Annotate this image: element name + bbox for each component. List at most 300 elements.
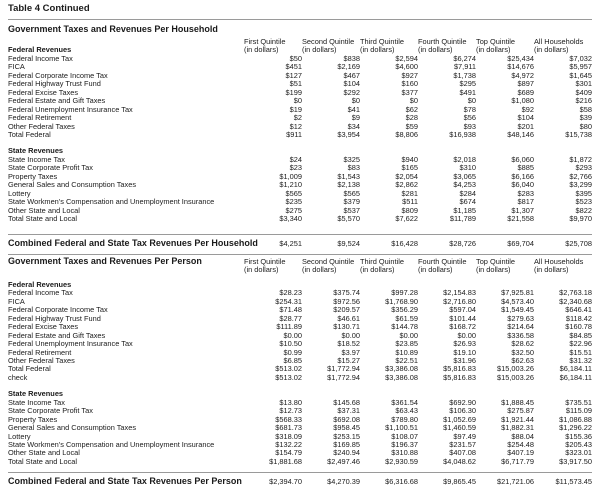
person-column-unit-row xyxy=(8,266,592,274)
divider-person-combined xyxy=(8,472,592,473)
value-cell: $407.19 xyxy=(507,448,534,458)
value-cell: $108.07 xyxy=(391,431,418,441)
value-cell: $565 xyxy=(343,188,360,198)
value-cell: $275 xyxy=(285,205,302,215)
table-row xyxy=(8,215,592,223)
row-label: Federal Unemployment Insurance Tax xyxy=(8,104,133,114)
row-label: Federal Income Tax xyxy=(8,288,73,298)
value-cell: $7,911 xyxy=(453,62,476,72)
value-cell: $1,543 xyxy=(337,171,360,181)
value-cell: $16,428 xyxy=(391,238,418,248)
value-cell: $216 xyxy=(575,96,592,106)
divider-top xyxy=(8,19,592,20)
value-cell: $28.23 xyxy=(279,288,302,298)
value-cell: $15,003.26 xyxy=(497,364,534,374)
value-cell: $28,726 xyxy=(449,238,476,248)
table-row xyxy=(8,458,592,466)
value-cell: $201 xyxy=(517,121,534,131)
value-cell: $692.90 xyxy=(449,397,476,407)
value-cell: $1,645 xyxy=(569,70,592,80)
value-cell: $377 xyxy=(401,87,418,97)
value-cell: $409 xyxy=(575,87,592,97)
value-cell: $3,917.50 xyxy=(559,456,592,466)
value-cell: $63.43 xyxy=(395,406,418,416)
value-cell: $2,169 xyxy=(337,62,360,72)
column-header-cell: First Quintile xyxy=(244,37,286,46)
value-cell: $132.22 xyxy=(275,440,302,450)
value-cell: $46.61 xyxy=(337,313,360,323)
value-cell: $160 xyxy=(401,79,418,89)
column-header-cell: Fourth Quintile xyxy=(418,37,467,46)
value-cell: $104 xyxy=(517,113,534,123)
value-cell: $34 xyxy=(347,121,360,131)
value-cell: $293 xyxy=(575,163,592,173)
value-cell: $80 xyxy=(579,121,592,131)
value-cell: $50 xyxy=(289,53,302,63)
row-label: State Income Tax xyxy=(8,154,65,164)
value-cell: $3,340 xyxy=(279,214,302,224)
table-row xyxy=(8,131,592,139)
person-combined-label: Combined Federal and State Tax Revenues Per Person xyxy=(8,476,242,487)
value-cell: $491 xyxy=(459,87,476,97)
value-cell: $318.09 xyxy=(275,431,302,441)
value-cell: $69,704 xyxy=(507,238,534,248)
row-label: State Corporate Profit Tax xyxy=(8,163,93,173)
row-label: Total State and Local xyxy=(8,214,78,224)
value-cell: $323.01 xyxy=(565,448,592,458)
column-header-cell: (in dollars) xyxy=(360,265,395,275)
value-cell: $2,054 xyxy=(395,171,418,181)
value-cell: $48,146 xyxy=(507,129,534,139)
value-cell: $1,185 xyxy=(453,205,476,215)
value-cell: $25,434 xyxy=(507,53,534,63)
value-cell: $1,772.94 xyxy=(327,364,360,374)
value-cell: $822 xyxy=(575,205,592,215)
value-cell: $165 xyxy=(401,163,418,173)
value-cell: $83 xyxy=(347,163,360,173)
household-state-rows xyxy=(8,156,592,224)
column-header-cell: Fourth Quintile xyxy=(418,256,467,266)
person-state-rows xyxy=(8,399,592,467)
value-cell: $692.08 xyxy=(333,414,360,424)
value-cell: $16,938 xyxy=(449,129,476,139)
value-cell: $21,721.06 xyxy=(497,477,534,487)
row-label: Property Taxes xyxy=(8,171,58,181)
row-label: Other State and Local xyxy=(8,448,80,458)
value-cell: $5,570 xyxy=(337,214,360,224)
value-cell: $838 xyxy=(343,53,360,63)
value-cell: $9,865.45 xyxy=(443,477,476,487)
row-label: Other Federal Taxes xyxy=(8,121,75,131)
value-cell: $12 xyxy=(289,121,302,131)
value-cell: $2,340.68 xyxy=(559,296,592,306)
column-header-cell: All Households xyxy=(534,37,584,46)
column-header-cell: (in dollars) xyxy=(418,265,453,275)
value-cell: $537 xyxy=(343,205,360,215)
value-cell: $97.49 xyxy=(453,431,476,441)
row-label: Federal Excise Taxes xyxy=(8,322,79,332)
value-cell: $14,676 xyxy=(507,62,534,72)
value-cell: $23 xyxy=(289,163,302,173)
value-cell: $254.31 xyxy=(275,296,302,306)
value-cell: $154.79 xyxy=(275,448,302,458)
column-header-cell: (in dollars) xyxy=(302,265,337,275)
row-label: Total Federal xyxy=(8,364,51,374)
value-cell: $5,816.83 xyxy=(443,364,476,374)
row-label: State Workmen's Compensation and Unemployment Insurance xyxy=(8,197,215,207)
value-cell: $28.77 xyxy=(279,313,302,323)
value-cell: $467 xyxy=(343,70,360,80)
value-cell: $292 xyxy=(343,87,360,97)
value-cell: $5,957 xyxy=(569,62,592,72)
value-cell: $379 xyxy=(343,197,360,207)
row-label: Other Federal Taxes xyxy=(8,355,75,365)
value-cell: $681.73 xyxy=(275,423,302,433)
value-cell: $2,862 xyxy=(395,180,418,190)
value-cell: $10.50 xyxy=(279,339,302,349)
value-cell: $809 xyxy=(401,205,418,215)
row-label: State Income Tax xyxy=(8,397,65,407)
value-cell: $168.72 xyxy=(449,322,476,332)
value-cell: $646.41 xyxy=(565,305,592,315)
value-cell: $155.36 xyxy=(565,431,592,441)
value-cell: $205.43 xyxy=(565,440,592,450)
person-state-revenues-label: State Revenues xyxy=(8,389,64,399)
value-cell: $3,386.08 xyxy=(385,372,418,382)
value-cell: $37.31 xyxy=(337,406,360,416)
value-cell: $2,497.46 xyxy=(327,456,360,466)
row-label: Federal Estate and Gift Taxes xyxy=(8,96,106,106)
value-cell: $0 xyxy=(351,96,360,106)
value-cell: $375.74 xyxy=(333,288,360,298)
value-cell: $3,065 xyxy=(453,171,476,181)
person-section-heading: Government Taxes and Revenues Per Person xyxy=(8,255,202,266)
value-cell: $1,307 xyxy=(511,205,534,215)
value-cell: $104 xyxy=(343,79,360,89)
row-label: Federal Unemployment Insurance Tax xyxy=(8,339,133,349)
value-cell: $23.85 xyxy=(395,339,418,349)
value-cell: $911 xyxy=(286,129,302,139)
value-cell: $1,460.59 xyxy=(443,423,476,433)
value-cell: $9 xyxy=(351,113,360,123)
household-federal-rows xyxy=(8,55,592,140)
value-cell: $336.58 xyxy=(507,330,534,340)
value-cell: $3,386.08 xyxy=(385,364,418,374)
value-cell: $62.63 xyxy=(511,355,534,365)
value-cell: $689 xyxy=(517,87,534,97)
value-cell: $1,009 xyxy=(279,171,302,181)
value-cell: $789.80 xyxy=(391,414,418,424)
value-cell: $9,970 xyxy=(569,214,592,224)
value-cell: $31.32 xyxy=(569,355,592,365)
value-cell: $0 xyxy=(409,96,418,106)
value-cell: $9,524 xyxy=(337,238,360,248)
value-cell: $11,789 xyxy=(449,214,476,224)
row-label: General Sales and Consumption Taxes xyxy=(8,180,137,190)
column-header-cell: (in dollars) xyxy=(244,45,279,55)
value-cell: $4,270.39 xyxy=(327,477,360,487)
value-cell: $4,253 xyxy=(453,180,476,190)
value-cell: $31.96 xyxy=(453,355,476,365)
value-cell: $4,048.62 xyxy=(443,456,476,466)
value-cell: $130.71 xyxy=(333,322,360,332)
value-cell: $19.10 xyxy=(453,347,476,357)
value-cell: $0 xyxy=(293,96,302,106)
table-row xyxy=(8,374,592,382)
value-cell: $407.08 xyxy=(449,448,476,458)
value-cell: $281 xyxy=(401,188,418,198)
value-cell: $118.42 xyxy=(565,313,592,323)
value-cell: $1,882.31 xyxy=(501,423,534,433)
value-cell: $254.48 xyxy=(507,440,534,450)
value-cell: $240.94 xyxy=(333,448,360,458)
row-label: Other State and Local xyxy=(8,205,80,215)
value-cell: $7,925.81 xyxy=(501,288,534,298)
value-cell: $1,872 xyxy=(569,154,592,164)
column-header-cell: Top Quintile xyxy=(476,37,516,46)
value-cell: $897 xyxy=(517,79,534,89)
value-cell: $22.96 xyxy=(569,339,592,349)
value-cell: $972.56 xyxy=(333,296,360,306)
value-cell: $6,274 xyxy=(453,53,476,63)
value-cell: $940 xyxy=(401,154,418,164)
value-cell: $12.73 xyxy=(279,406,302,416)
row-label: FICA xyxy=(8,62,25,72)
value-cell: $145.68 xyxy=(333,397,360,407)
value-cell: $18.52 xyxy=(337,339,360,349)
value-cell: $11,573.45 xyxy=(555,477,592,487)
value-cell: $3,954 xyxy=(337,129,360,139)
value-cell: $2,930.59 xyxy=(385,456,418,466)
row-label: Total State and Local xyxy=(8,456,78,466)
value-cell: $56 xyxy=(463,113,476,123)
value-cell: $93 xyxy=(463,121,476,131)
value-cell: $275.87 xyxy=(507,406,534,416)
value-cell: $997.28 xyxy=(391,288,418,298)
value-cell: $451 xyxy=(285,62,302,72)
value-cell: $6,316.68 xyxy=(385,477,418,487)
household-federal-revenues-label: Federal Revenues xyxy=(8,45,72,55)
row-label: Federal Corporate Income Tax xyxy=(8,305,108,315)
row-label: General Sales and Consumption Taxes xyxy=(8,423,137,433)
divider-person-section xyxy=(8,254,592,255)
value-cell: $231.57 xyxy=(449,440,476,450)
value-cell: $106.30 xyxy=(449,406,476,416)
value-cell: $1,100.51 xyxy=(385,423,418,433)
value-cell: $92 xyxy=(521,104,534,114)
row-label: Lottery xyxy=(8,188,31,198)
column-header-cell: (in dollars) xyxy=(534,45,569,55)
value-cell: $127 xyxy=(285,70,302,80)
value-cell: $1,921.44 xyxy=(501,414,534,424)
value-cell: $2,394.70 xyxy=(269,477,302,487)
value-cell: $597.04 xyxy=(449,305,476,315)
value-cell: $1,080 xyxy=(511,96,534,106)
value-cell: $7,622 xyxy=(395,214,418,224)
value-cell: $2,154.83 xyxy=(443,288,476,298)
value-cell: $2,138 xyxy=(337,180,360,190)
column-header-cell: (in dollars) xyxy=(418,45,453,55)
value-cell: $1,086.88 xyxy=(559,414,592,424)
column-header-cell: (in dollars) xyxy=(244,265,279,275)
column-header-cell: (in dollars) xyxy=(534,265,569,275)
column-header-cell: Top Quintile xyxy=(476,256,516,266)
value-cell: $325 xyxy=(343,154,360,164)
value-cell: $209.57 xyxy=(333,305,360,315)
value-cell: $62 xyxy=(405,104,418,114)
value-cell: $5,816.83 xyxy=(443,372,476,382)
household-section-heading: Government Taxes and Revenues Per Household xyxy=(8,24,218,34)
value-cell: $523 xyxy=(575,197,592,207)
value-cell: $22.51 xyxy=(395,355,418,365)
value-cell: $1,296.22 xyxy=(559,423,592,433)
value-cell: $0.99 xyxy=(283,347,302,357)
value-cell: $2,018 xyxy=(453,154,476,164)
value-cell: $565 xyxy=(285,188,302,198)
value-cell: $0 xyxy=(467,96,476,106)
person-federal-rows xyxy=(8,289,592,382)
value-cell: $101.44 xyxy=(449,313,476,323)
value-cell: $513.02 xyxy=(275,372,302,382)
value-cell: $199 xyxy=(285,87,302,97)
row-label: Property Taxes xyxy=(8,414,58,424)
value-cell: $144.78 xyxy=(391,322,418,332)
value-cell: $1,549.45 xyxy=(501,305,534,315)
row-label: Federal Excise Taxes xyxy=(8,87,79,97)
row-label: check xyxy=(8,372,28,382)
household-combined-label: Combined Federal and State Tax Revenues Per Household xyxy=(8,237,258,248)
value-cell: $0.00 xyxy=(399,330,418,340)
column-header-cell: First Quintile xyxy=(244,256,286,266)
value-cell: $84.85 xyxy=(569,330,592,340)
value-cell: $2,716.80 xyxy=(443,296,476,306)
value-cell: $1,768.90 xyxy=(385,296,418,306)
row-label: Federal Corporate Income Tax xyxy=(8,70,108,80)
value-cell: $51 xyxy=(289,79,302,89)
value-cell: $196.37 xyxy=(391,440,418,450)
value-cell: $0.00 xyxy=(457,330,476,340)
value-cell: $2 xyxy=(293,113,302,123)
household-combined-row xyxy=(8,239,592,248)
value-cell: $310.88 xyxy=(391,448,418,458)
value-cell: $24 xyxy=(289,154,302,164)
value-cell: $88.04 xyxy=(511,431,534,441)
value-cell: $2,594 xyxy=(395,53,418,63)
household-state-revenues-label: State Revenues xyxy=(8,146,64,156)
value-cell: $1,210 xyxy=(279,180,302,190)
row-label: FICA xyxy=(8,296,25,306)
value-cell: $6,717.79 xyxy=(501,456,534,466)
value-cell: $2,766 xyxy=(569,171,592,181)
value-cell: $13.80 xyxy=(279,397,302,407)
value-cell: $214.64 xyxy=(507,322,534,332)
value-cell: $15,003.26 xyxy=(497,372,534,382)
value-cell: $283 xyxy=(517,188,534,198)
value-cell: $1,738 xyxy=(453,70,476,80)
column-header-cell: Third Quintile xyxy=(360,256,404,266)
value-cell: $361.54 xyxy=(391,397,418,407)
value-cell: $4,573.40 xyxy=(501,296,534,306)
value-cell: $32.50 xyxy=(511,347,534,357)
value-cell: $6,060 xyxy=(511,154,534,164)
value-cell: $15.27 xyxy=(337,355,360,365)
value-cell: $6.85 xyxy=(283,355,302,365)
value-cell: $817 xyxy=(517,197,534,207)
value-cell: $6,184.11 xyxy=(559,372,592,382)
value-cell: $927 xyxy=(401,70,418,80)
value-cell: $735.51 xyxy=(565,397,592,407)
value-cell: $235 xyxy=(285,197,302,207)
value-cell: $10.89 xyxy=(395,347,418,357)
person-federal-revenues-label: Federal Revenues xyxy=(8,279,72,289)
value-cell: $1,052.69 xyxy=(443,414,476,424)
row-label: Federal Estate and Gift Taxes xyxy=(8,330,106,340)
row-label: Federal Retirement xyxy=(8,113,72,123)
value-cell: $513.02 xyxy=(275,364,302,374)
column-header-cell: All Households xyxy=(534,256,584,266)
value-cell: $15.51 xyxy=(569,347,592,357)
value-cell: $4,972 xyxy=(511,70,534,80)
value-cell: $15,738 xyxy=(565,129,592,139)
value-cell: $59 xyxy=(405,121,418,131)
value-cell: $295 xyxy=(459,79,476,89)
value-cell: $310 xyxy=(459,163,476,173)
value-cell: $4,251 xyxy=(279,238,302,248)
value-cell: $39 xyxy=(579,113,592,123)
value-cell: $41 xyxy=(347,104,360,114)
value-cell: $511 xyxy=(402,197,418,207)
person-combined-row xyxy=(8,477,592,486)
value-cell: $6,166 xyxy=(511,171,534,181)
value-cell: $160.78 xyxy=(565,322,592,332)
column-header-cell: Second Quintile xyxy=(302,37,355,46)
row-label: Federal Retirement xyxy=(8,347,72,357)
value-cell: $3.97 xyxy=(341,347,360,357)
value-cell: $169.85 xyxy=(333,440,360,450)
value-cell: $8,806 xyxy=(395,129,418,139)
value-cell: $356.29 xyxy=(391,305,418,315)
value-cell: $395 xyxy=(575,188,592,198)
value-cell: $885 xyxy=(517,163,534,173)
value-cell: $78 xyxy=(463,104,476,114)
value-cell: $0.00 xyxy=(283,330,302,340)
value-cell: $7,032 xyxy=(569,53,592,63)
value-cell: $1,881.68 xyxy=(269,456,302,466)
value-cell: $284 xyxy=(459,188,476,198)
column-header-cell: (in dollars) xyxy=(360,45,395,55)
column-header-cell: (in dollars) xyxy=(476,45,511,55)
column-header-cell: Third Quintile xyxy=(360,37,404,46)
value-cell: $58 xyxy=(579,104,592,114)
value-cell: $301 xyxy=(575,79,592,89)
row-label: Lottery xyxy=(8,431,31,441)
value-cell: $3,299 xyxy=(569,180,592,190)
value-cell: $0.00 xyxy=(341,330,360,340)
value-cell: $568.33 xyxy=(275,414,302,424)
value-cell: $4,600 xyxy=(395,62,418,72)
value-cell: $61.59 xyxy=(395,313,418,323)
value-cell: $253.15 xyxy=(333,431,360,441)
value-cell: $2,763.18 xyxy=(559,288,592,298)
column-header-cell: Second Quintile xyxy=(302,256,355,266)
value-cell: $674 xyxy=(459,197,476,207)
value-cell: $111.89 xyxy=(276,322,302,332)
column-header-cell: (in dollars) xyxy=(302,45,337,55)
row-label: Federal Income Tax xyxy=(8,53,73,63)
value-cell: $28.62 xyxy=(511,339,534,349)
table-title: Table 4 Continued xyxy=(8,3,90,14)
value-cell: $1,772.94 xyxy=(327,372,360,382)
